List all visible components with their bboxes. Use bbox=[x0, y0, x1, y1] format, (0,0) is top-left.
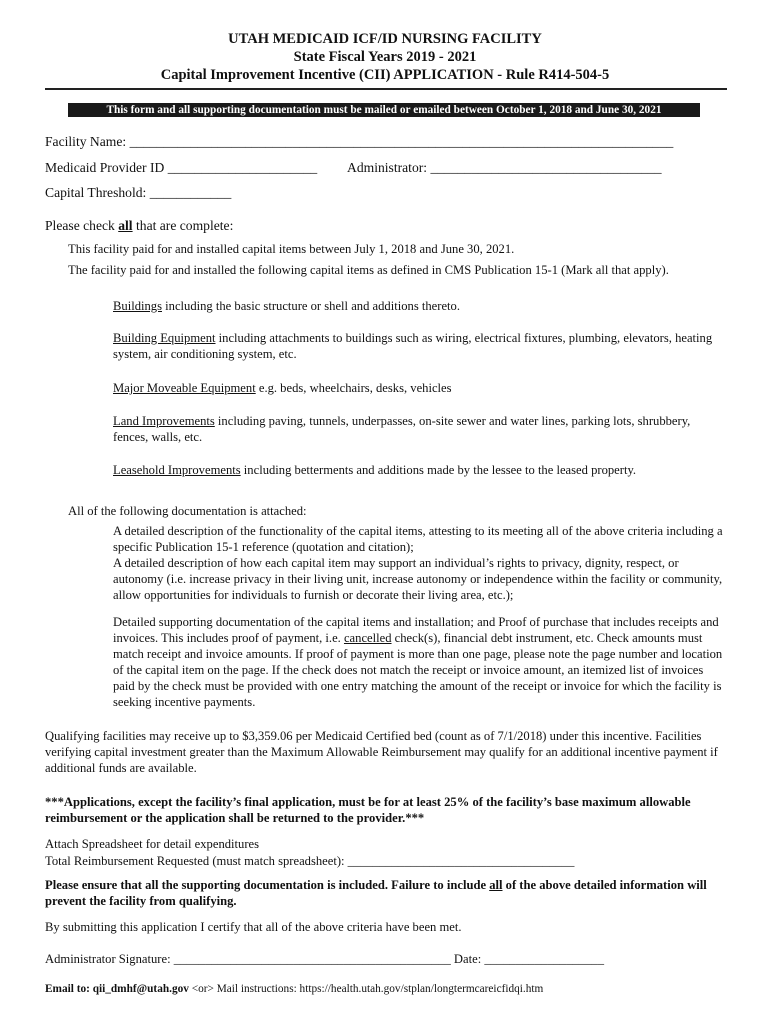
item-building-equipment[interactable]: Building Equipment including attachments to buildings such as wiring, electrical fixtures, plumbing, elevators, heating system, air conditioning system, etc. bbox=[113, 331, 713, 361]
form-title-line1: UTAH MEDICAID ICF/ID NURSING FACILITY bbox=[228, 31, 542, 47]
administrator-field[interactable]: Administrator: __________________________________ bbox=[347, 160, 662, 175]
deadline-banner: This form and all supporting documentation must be mailed or emailed between October 1, 2018 and June 30, 2021 bbox=[68, 103, 700, 117]
paid-statement-2[interactable]: The facility paid for and installed the following capital items as defined in CMS Publication 15-1 (Mark all that apply). bbox=[68, 263, 669, 277]
footer-email[interactable]: Email to: qii_dmhf@utah.gov bbox=[45, 983, 189, 995]
check-intro: Please check all that are complete: bbox=[45, 218, 234, 233]
qualifying-paragraph: Qualifying facilities may receive up to $3,359.06 per Medicaid Certified bed (count as of 7/1/2018) under this incentive. Facilities verifying capital investment greater than the Maximum Allowable Reimbursement may qualify for an additional incentive payment if additional funds are available. bbox=[45, 729, 718, 775]
ensure-paragraph: Please ensure that all the supporting documentation is included. Failure to include all of the above detailed information will prevent the facility from qualifying. bbox=[45, 878, 707, 908]
item-major-moveable-equipment[interactable]: Major Moveable Equipment e.g. beds, wheelchairs, desks, vehicles bbox=[113, 381, 452, 395]
item-buildings[interactable]: Buildings including the basic structure or shell and additions thereto. bbox=[113, 299, 460, 313]
docs-supporting: Detailed supporting documentation of the capital items and installation; and Proof of purchase that includes receipts and invoices. This includes proof of payment, i.e. cancelled check(s), financial debt instrument, etc. Check amounts must match receipt and invoice amounts. If proof of payment is more than one page, please note the page number and location of the capital item on the page. If the check does not match the receipt or invoice amount, an itemized list of invoices paid by the check must be provided with one entry matching the amount of the receipt or invoice for which the facility is seeking incentive payments. bbox=[113, 615, 723, 709]
certify-statement: By submitting this application I certify that all of the above criteria have been met. bbox=[45, 920, 462, 934]
header-rule bbox=[45, 88, 727, 90]
attach-spreadsheet: Attach Spreadsheet for detail expenditures bbox=[45, 837, 260, 851]
docs-description-1: A detailed description of the functionality of the capital items, attesting to its meeting all of the above criteria including a specific Publication 15-1 reference (quotation and citation); bbox=[113, 524, 723, 554]
signature-date-line[interactable]: Administrator Signature: ____________________________________________ Date: ___________________ bbox=[45, 952, 604, 966]
form-title-line2: State Fiscal Years 2019 - 2021 bbox=[293, 49, 477, 65]
provider-id-field[interactable]: Medicaid Provider ID ______________________ bbox=[45, 160, 318, 175]
capital-threshold-field[interactable]: Capital Threshold: ____________ bbox=[45, 185, 232, 200]
footer-mail-instructions[interactable]: <or> Mail instructions: https://health.utah.gov/stplan/longtermcareicfidqi.htm bbox=[188, 983, 544, 995]
form-title-line3: Capital Improvement Incentive (CII) APPLICATION - Rule R414-504-5 bbox=[160, 67, 610, 83]
footer-contact bbox=[45, 982, 543, 996]
paid-statement-1[interactable]: This facility paid for and installed capital items between July 1, 2018 and June 30, 2021. bbox=[68, 242, 515, 256]
total-reimbursement-field[interactable]: Total Reimbursement Requested (must match spreadsheet): ____________________________________ bbox=[45, 854, 575, 868]
check-intro-all: all bbox=[118, 218, 133, 233]
docs-intro[interactable]: All of the following documentation is attached: bbox=[68, 504, 307, 518]
warning-paragraph: ***Applications, except the facility’s final application, must be for at least 25% of the facility’s base maximum allowable reimbursement or the application shall be returned to the provider.*** bbox=[45, 795, 691, 825]
item-land-improvements[interactable]: Land Improvements including paving, tunnels, underpasses, on-site sewer and water lines, parking lots, shrubbery, fences, walls, etc. bbox=[113, 414, 691, 444]
docs-description-2: A detailed description of how each capital item may support an individual’s rights to privacy, dignity, respect, or autonomy (i.e. increase privacy in their living unit, increase autonomy or independence within the facility or community, allow opportunities for individuals to furnish or decorate their living area, etc.); bbox=[113, 556, 723, 602]
item-leasehold-improvements[interactable]: Leasehold Improvements including betterments and additions made by the lessee to the leased property. bbox=[113, 463, 637, 477]
facility-name-field[interactable]: Facility Name: ________________________________________________________________________________ bbox=[45, 134, 674, 149]
